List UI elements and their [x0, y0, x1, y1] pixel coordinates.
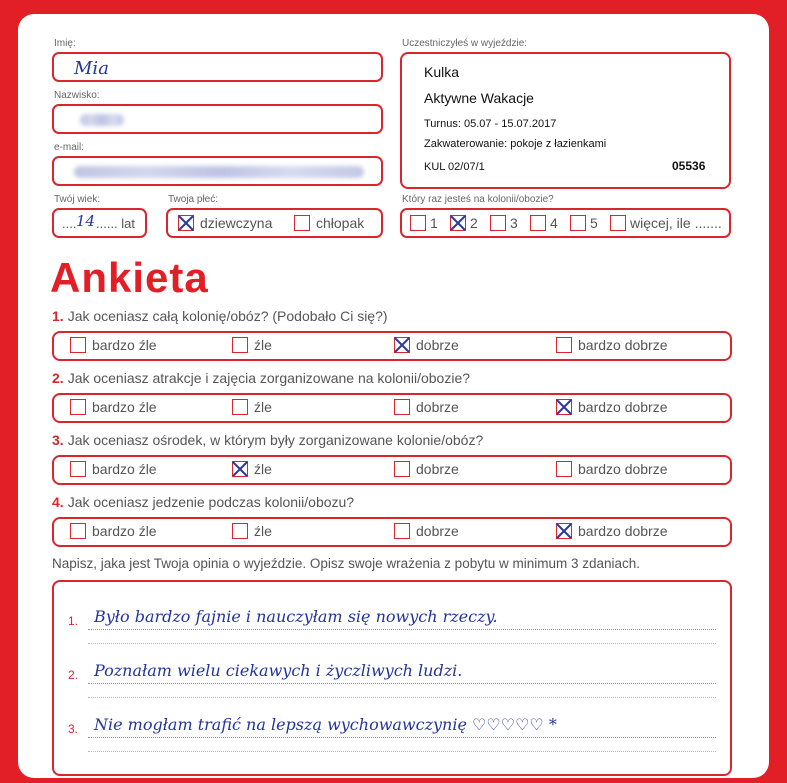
q4-option-label-3: dobrze: [416, 523, 459, 539]
question-4: [52, 494, 354, 510]
q2-option-label-4: bardzo dobrze: [578, 399, 668, 415]
opinion-line-2-text: Poznałam wielu ciekawych i życzliwych ludzi.: [94, 661, 463, 680]
q4-option-1[interactable]: [70, 523, 157, 539]
survey-title: Ankieta: [50, 254, 209, 301]
q1-option-label-1: bardzo źle: [92, 337, 157, 353]
trip-info-box: [400, 52, 731, 189]
age-label: Twój wiek:: [54, 194, 101, 205]
q4-option-label-2: źle: [254, 523, 272, 539]
q1-option-label-4: bardzo dobrze: [578, 337, 668, 353]
q3-checkbox-4[interactable]: [556, 461, 572, 477]
q1-option-label-3: dobrze: [416, 337, 459, 353]
age-field[interactable]: [52, 208, 147, 238]
name-label: Imię:: [54, 38, 76, 49]
turnus-label: Turnus:: [424, 118, 461, 130]
trip-label: Uczestniczyłeś w wyjeździe:: [402, 38, 528, 49]
q2-checkbox-2[interactable]: [232, 399, 248, 415]
q2-option-label-3: dobrze: [416, 399, 459, 415]
q1-checkbox-1[interactable]: [70, 337, 86, 353]
question-2-num: 2.: [52, 370, 64, 386]
gender-option-girl[interactable]: [178, 215, 272, 231]
times-1-label: 1: [430, 215, 438, 231]
q2-option-3[interactable]: [394, 399, 459, 415]
answers-1: [52, 331, 732, 361]
times-field: [400, 208, 731, 238]
times-option-2[interactable]: [450, 215, 478, 231]
age-value: 14: [76, 212, 96, 230]
q4-option-2[interactable]: [232, 523, 272, 539]
trip-name: Kulka: [424, 64, 460, 80]
checkbox-times-2[interactable]: [450, 215, 466, 231]
q3-option-3[interactable]: [394, 461, 459, 477]
trip-number: 05536: [672, 159, 706, 173]
q4-option-3[interactable]: [394, 523, 459, 539]
gender-field: [166, 208, 383, 238]
times-option-1[interactable]: [410, 215, 438, 231]
q3-option-4[interactable]: [556, 461, 668, 477]
surname-field[interactable]: [52, 104, 383, 134]
times-more-label: więcej, ile .......: [630, 215, 722, 231]
times-label: Który raz jesteś na kolonii/obozie?: [402, 194, 554, 205]
question-4-text: Jak oceniasz jedzenie podczas kolonii/obozu?: [67, 494, 355, 510]
checkbox-times-5[interactable]: [570, 215, 586, 231]
trip-accommodation: [424, 138, 606, 150]
name-field[interactable]: [52, 52, 383, 82]
times-5-label: 5: [590, 215, 598, 231]
opinion-line-3-text: Nie mogłam trafić na lepszą wychowawczynię ♡♡♡♡♡ *: [94, 715, 557, 734]
answers-3: [52, 455, 732, 485]
opinion-prompt: Napisz, jaka jest Twoja opinia o wyjeździe. Opisz swoje wrażenia z pobytu w minimum 3 zdaniach.: [52, 556, 641, 571]
opinion-line-2: [68, 650, 716, 690]
gender-boy-label: chłopak: [316, 215, 365, 231]
times-4-label: 4: [550, 215, 558, 231]
q1-option-4[interactable]: [556, 337, 668, 353]
q3-option-label-4: bardzo dobrze: [578, 461, 668, 477]
survey-sheet: [18, 14, 769, 778]
accommodation-label: Zakwaterowanie:: [424, 138, 508, 150]
trip-turnus: [424, 118, 556, 130]
question-4-num: 4.: [52, 494, 64, 510]
name-value: Mia: [74, 58, 109, 79]
checkbox-times-4[interactable]: [530, 215, 546, 231]
q3-checkbox-1[interactable]: [70, 461, 86, 477]
checkbox-girl[interactable]: [178, 215, 194, 231]
opinion-line-3: [68, 704, 716, 744]
q4-checkbox-4[interactable]: [556, 523, 572, 539]
question-3-text: Jak oceniasz ośrodek, w którym były zorganizowane kolonie/obóz?: [67, 432, 484, 448]
checkbox-times-3[interactable]: [490, 215, 506, 231]
q4-option-label-4: bardzo dobrze: [578, 523, 668, 539]
accommodation-value: pokoje z łazienkami: [510, 138, 607, 150]
trip-code: KUL 02/07/1: [424, 161, 485, 173]
q1-option-3[interactable]: [394, 337, 459, 353]
opinion-line-2-num: 2.: [68, 668, 79, 682]
age-suffix: ...... lat: [96, 216, 136, 231]
opinion-line-1: [68, 596, 716, 636]
times-option-4[interactable]: [530, 215, 558, 231]
checkbox-times-more[interactable]: [610, 215, 626, 231]
q1-option-label-2: źle: [254, 337, 272, 353]
q4-option-label-1: bardzo źle: [92, 523, 157, 539]
surname-label: Nazwisko:: [54, 90, 100, 101]
question-1-num: 1.: [52, 308, 64, 324]
q3-option-2[interactable]: [232, 461, 272, 477]
q3-checkbox-2[interactable]: [232, 461, 248, 477]
age-prefix: ....: [62, 216, 77, 231]
q3-option-1[interactable]: [70, 461, 157, 477]
q3-option-label-1: bardzo źle: [92, 461, 157, 477]
answers-4: [52, 517, 732, 547]
q3-checkbox-3[interactable]: [394, 461, 410, 477]
opinion-box[interactable]: [52, 580, 732, 776]
opinion-line-3-num: 3.: [68, 722, 79, 736]
q3-option-label-3: dobrze: [416, 461, 459, 477]
times-option-5[interactable]: [570, 215, 598, 231]
q2-option-2[interactable]: [232, 399, 272, 415]
times-3-label: 3: [510, 215, 518, 231]
times-option-more[interactable]: [610, 215, 722, 231]
redacted-surname: [80, 114, 124, 126]
q1-checkbox-3[interactable]: [394, 337, 410, 353]
q2-option-1[interactable]: [70, 399, 157, 415]
question-2-text: Jak oceniasz atrakcje i zajęcia zorganizowane na kolonii/obozie?: [67, 370, 471, 386]
q1-checkbox-4[interactable]: [556, 337, 572, 353]
question-2: [52, 370, 470, 386]
q2-checkbox-1[interactable]: [70, 399, 86, 415]
opinion-line-1-text: Było bardzo fajnie i nauczyłam się nowych rzeczy.: [94, 607, 498, 626]
q4-checkbox-3[interactable]: [394, 523, 410, 539]
checkbox-boy[interactable]: [294, 215, 310, 231]
question-3: [52, 432, 483, 448]
q2-checkbox-3[interactable]: [394, 399, 410, 415]
gender-option-boy[interactable]: [294, 215, 364, 231]
times-option-3[interactable]: [490, 215, 518, 231]
q2-option-label-1: bardzo źle: [92, 399, 157, 415]
q4-option-4[interactable]: [556, 523, 668, 539]
gender-label: Twoja płeć:: [168, 194, 219, 205]
q1-checkbox-2[interactable]: [232, 337, 248, 353]
q2-option-label-2: źle: [254, 399, 272, 415]
question-1: [52, 308, 388, 324]
trip-program: Aktywne Wakacje: [424, 90, 534, 106]
q2-checkbox-4[interactable]: [556, 399, 572, 415]
gender-girl-label: dziewczyna: [200, 215, 273, 231]
q2-option-4[interactable]: [556, 399, 668, 415]
q1-option-2[interactable]: [232, 337, 272, 353]
email-field[interactable]: [52, 156, 383, 186]
times-2-label: 2: [470, 215, 478, 231]
turnus-value: 05.07 - 15.07.2017: [463, 118, 557, 130]
redacted-email: [74, 166, 364, 178]
question-1-text: Jak oceniasz całą kolonię/obóz? (Podobało Ci się?): [67, 308, 388, 324]
checkbox-times-1[interactable]: [410, 215, 426, 231]
opinion-line-1-num: 1.: [68, 614, 79, 628]
q4-checkbox-1[interactable]: [70, 523, 86, 539]
email-label: e-mail:: [54, 142, 85, 153]
answers-2: [52, 393, 732, 423]
q4-checkbox-2[interactable]: [232, 523, 248, 539]
q1-option-1[interactable]: [70, 337, 157, 353]
question-3-num: 3.: [52, 432, 64, 448]
q3-option-label-2: źle: [254, 461, 272, 477]
